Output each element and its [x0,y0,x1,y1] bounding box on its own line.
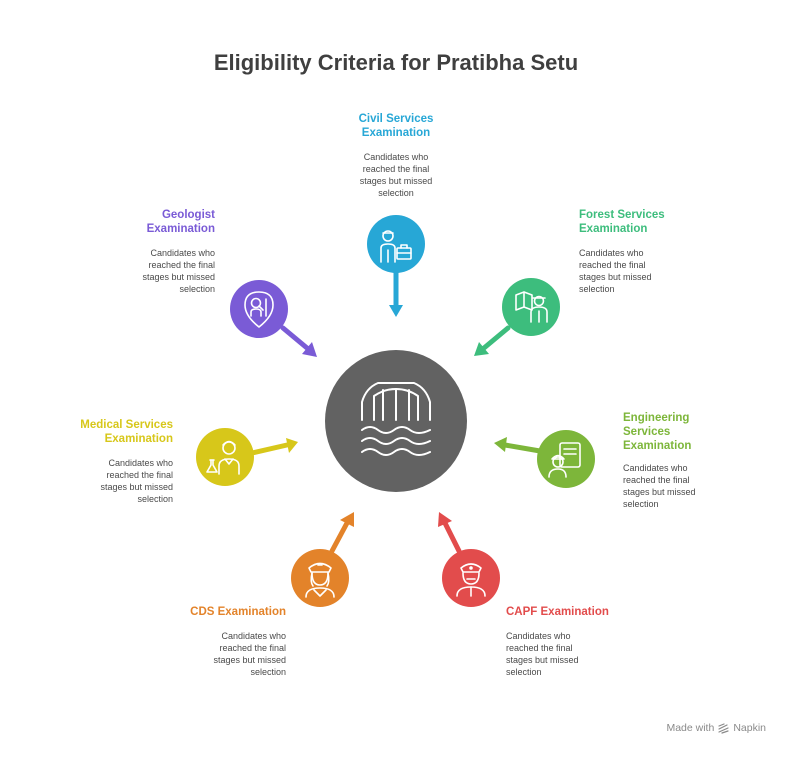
napkin-logo-icon [718,723,729,734]
connector-cds [332,512,354,551]
node-medical-services [196,428,254,486]
desc-capf: Candidates who reached the final stages but missed selection [506,631,579,677]
connector-capf [438,512,459,551]
desc-civil-services: Candidates who reached the final stages but missed selection [359,152,433,198]
footer-brand: Napkin [733,722,766,734]
node-circle [537,430,595,488]
label-forest-services: Forest Services Examination [579,209,665,235]
desc-geologist: Candidates who reached the final stages but missed selection [142,248,215,294]
label-civil-services: Civil Services Examination [358,113,434,139]
connector-forest [474,328,508,356]
node-geologist [230,280,288,338]
page-title: Eligibility Criteria for Pratibha Setu [213,50,579,75]
node-engineering-services [537,430,595,488]
desc-medical-services: Candidates who reached the final stages but missed selection [100,458,173,504]
node-circle [196,428,254,486]
footer-attribution[interactable] [666,722,766,734]
label-medical-services: Medical Services Examination [80,419,173,445]
label-capf: CAPF Examination [506,606,609,618]
node-circle [291,549,349,607]
node-cds [291,549,349,607]
node-circle [442,549,500,607]
node-civil-services [367,215,425,273]
node-circle [502,278,560,336]
desc-forest-services: Candidates who reached the final stages but missed selection [579,248,652,294]
label-engineering-services: Engineering Services Examination [623,412,692,452]
label-geologist: Geologist Examination [146,209,215,235]
desc-engineering-services: Candidates who reached the final stages but missed selection [623,463,696,509]
desc-cds: Candidates who reached the final stages but missed selection [213,631,286,677]
node-capf [442,549,500,607]
label-cds: CDS Examination [190,606,286,618]
node-forest-services [502,278,560,336]
center-node [325,350,467,492]
connector-civil [389,272,403,317]
connector-engineering [494,437,540,452]
connector-geologist [283,328,317,357]
footer-text: Made with [666,722,715,734]
node-circle [367,215,425,273]
connector-medical [252,438,298,453]
